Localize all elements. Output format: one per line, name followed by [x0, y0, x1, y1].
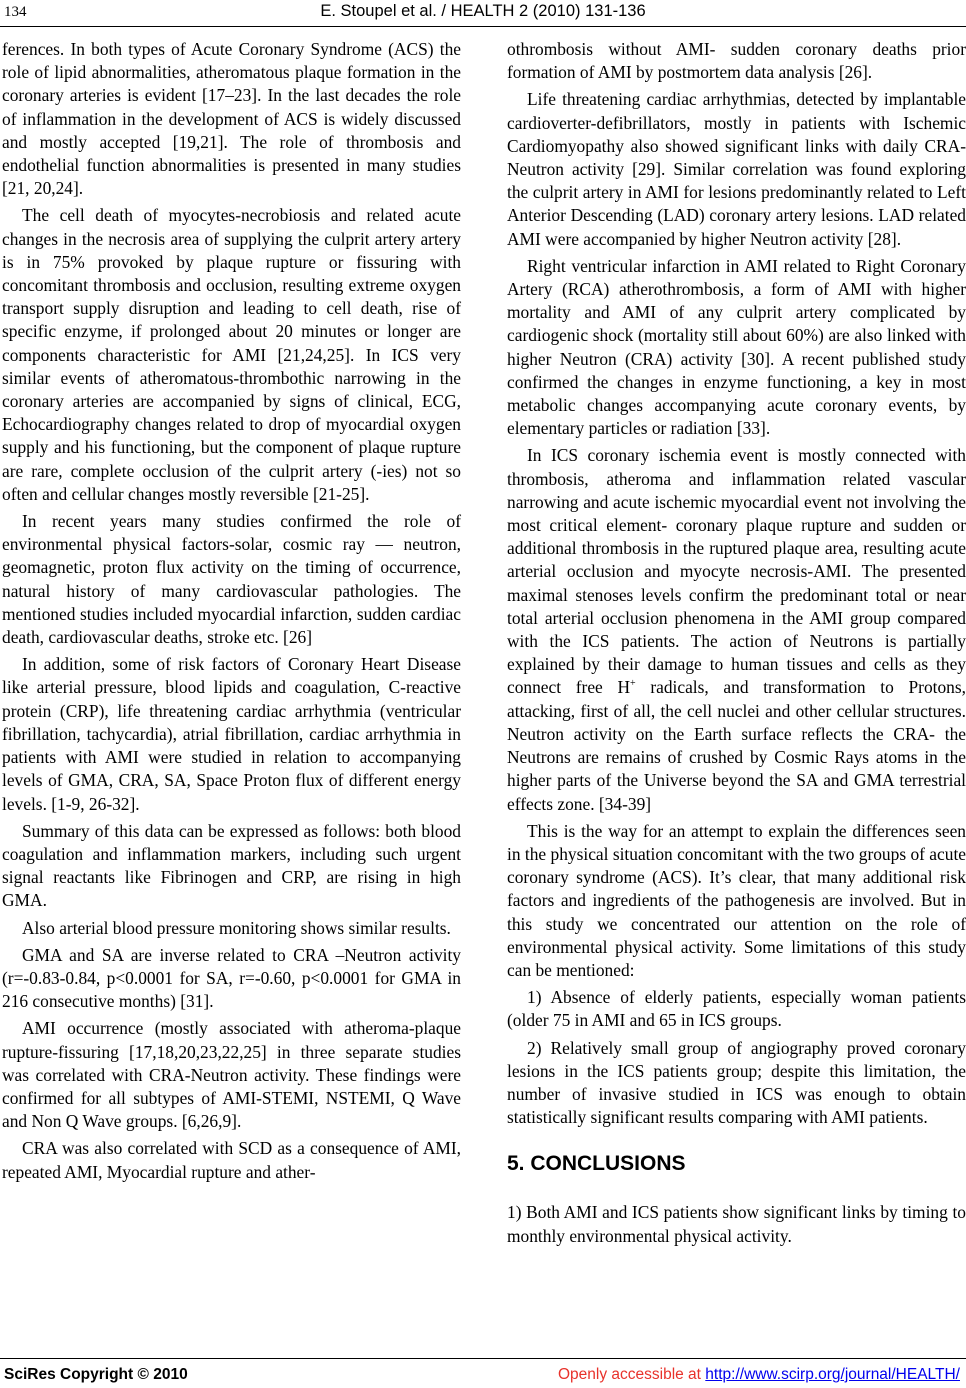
paragraph: Summary of this data can be expressed as follows: both blood coagulation and inflammation markers, including such urgent signal reactants like Fibrinogen and CRP, are rising in high GMA. [2, 820, 461, 911]
paragraph-text: In ICS coronary ischemia event is mostly connected with thrombosis, atheroma and inflammation related vascular narrowing and acute ischemic myocardial event not involving the most critical element- coronary plaque rupture and sudden or additional thrombosis in the ruptured plaque area, resulting acute arterial occlusion and myocyte necrosis-AMI. The presented maximal stenoses levels confirm the predominant total or near total arterial occlusion phenomena in the AMI group compared with the ICS patients. The action of Neutrons is partially explained by their damage to human tissues and cells as they connect free H [507, 445, 966, 698]
running-title-text: E. Stoupel et al. / HEALTH 2 (2010) 131-136 [320, 2, 646, 20]
paragraph: 1) Both AMI and ICS patients show significant links by timing to monthly environmental physical activity. [507, 1202, 966, 1246]
paragraph: othrombosis without AMI- sudden coronary deaths prior formation of AMI by postmortem data analysis [26]. [507, 39, 966, 83]
paragraph [507, 444, 966, 815]
paragraph: The cell death of myocytes-necrobiosis and related acute changes in the necrosis area of supplying the culprit artery artery is in 75% provoked by plaque rupture or fissuring with concomitant thrombosis and occlusion, resulting extreme oxygen transport supply disruption and leading to cell death, rise of specific enzyme, if prolonged about 20 minutes or longer are components characteristic for AMI [21,24,25]. In ICS very similar events of atheromatous-thrombothic narrowing in the coronary arteries are accompanied by signs of clinical, ECG, Echocardiography changes related to drop of myocardial oxygen supply and his functioning, but the component of plaque rupture are rare, complete occlusion of the culprit artery (-ies) not so often and cellular changes mostly reversible [21-25]. [2, 205, 461, 504]
open-access-notice [558, 1366, 960, 1384]
paragraph: Also arterial blood pressure monitoring shows similar results. [22, 917, 451, 938]
paragraph: ferences. In both types of Acute Coronary Syndrome (ACS) the role of lipid abnormalities, atheromatous plaque formation in the coronary arteries is evident [17–23]. In the last decades the role of inflammation in the development of ACS is widely discussed and mostly accepted [19,21]. The role of thrombosis and endothelial function abnormalities is presented in many studies [21, 20,24]. [2, 39, 461, 199]
footer-divider [0, 1358, 966, 1359]
paragraph-text: radicals, and transformation to Protons, attacking, first of all, the cell nuclei and other cellular structures. Neutron activity on the Earth surface reflects the CRA- the Neutrons are remains of crushed by Cosmic Rays atoms in the higher parts of the Universe beyond the SA and GMA terrestrial effects zone. [34-39] [507, 677, 966, 814]
paragraph: This is the way for an attempt to explain the differences seen in the physical situation concomitant with the two groups of acute coronary syndrome (ACS). It’s clear, that many additional risk factors and ingredients of the pathogenesis are involved. But in this study we concentrated our attention on the role of environmental physical activity. Some limitations of this study can be mentioned: [507, 820, 966, 980]
page-number: 134 [4, 4, 27, 20]
page-header [0, 0, 966, 26]
paragraph: AMI occurrence (mostly associated with atheroma-plaque rupture-fissuring [17,18,20,23,22,25] in three separate studies was correlated with CRA-Neutron activity. These findings were confirmed for all subtypes of AMI-STEMI, NSTEMI, Q Wave and Non Q Wave groups. [6,26,9]. [2, 1018, 461, 1132]
paragraph: In addition, some of risk factors of Coronary Heart Disease like arterial pressure, blood lipids and coagulation, C-reactive protein (CRP), life threatening cardiac arrhythmia (ventricular fibrillation, tachycardia), atrial fibrillation, cardiac arrhythmia in patients with AMI were studied in relation to accompanying levels of GMA, CRA, SA, Space Proton flux of different energy levels. [1-9, 26-32]. [2, 654, 461, 814]
paragraph: In recent years many studies confirmed the role of environmental physical factors-solar, cosmic ray — neutron, geomagnetic, proton flux activity on the timing of occurrence, natural history of many cardiovascular pathologies. The mentioned studies included myocardial infarction, sudden cardiac death, cardiovascular deaths, stroke etc. [26] [2, 511, 461, 648]
paragraph: Life threatening cardiac arrhythmias, detected by implantable cardioverter-defibrillators, mostly in patients with Ischemic Cardiomyopathy also showed significant links with daily CRA-Neutron activity [29]. Similar correlation was found exploring the culprit artery in AMI for lesions predominantly related to Left Anterior Descending (LAD) coronary artery lesions. LAD related AMI were accompanied by higher Neutron activity [28]. [507, 89, 966, 249]
header-divider [0, 26, 966, 27]
paragraph: GMA and SA are inverse related to CRA –Neutron activity (r=-0.83-0.84, p<0.0001 for SA, r=-0.60, p<0.0001 for GMA in 216 consecutive months) [31]. [2, 944, 461, 1012]
journal-link[interactable]: http://www.scirp.org/journal/HEALTH/ [705, 1366, 960, 1383]
paragraph: 2) Relatively small group of angiography proved coronary lesions in the ICS patients group; despite this limitation, the number of invasive studied in ICS was enough to obtain statistically significant results comparing with AMI patients. [507, 1037, 966, 1128]
open-access-prefix: Openly accessible at [557, 1366, 706, 1383]
left-column [2, 38, 461, 1188]
running-title [0, 2, 966, 21]
paragraph: CRA was also correlated with SCD as a consequence of AMI, repeated AMI, Myocardial rupture and ather- [2, 1138, 461, 1182]
superscript: + [630, 678, 636, 690]
paragraph: Right ventricular infarction in AMI related to Right Coronary Artery (RCA) atherothrombosis, a form of AMI with higher mortality and AMI of any culprit artery complicated by cardiogenic shock (mortality still about 60%) are also linked with higher Neutron (CRA) activity [30]. A recent published study confirmed the changes in enzyme functioning, a key in most metabolic changes accompanying acute coronary events, by elementary particles or radiation [33]. [507, 255, 966, 439]
paragraph: 1) Absence of elderly patients, especially woman patients (older 75 in AMI and 65 in ICS groups. [507, 987, 966, 1031]
copyright-notice: SciRes Copyright © 2010 [4, 1366, 188, 1383]
right-column [507, 38, 966, 1252]
section-heading-conclusions: 5. CONCLUSIONS [507, 1152, 686, 1176]
page-footer [0, 1358, 966, 1388]
